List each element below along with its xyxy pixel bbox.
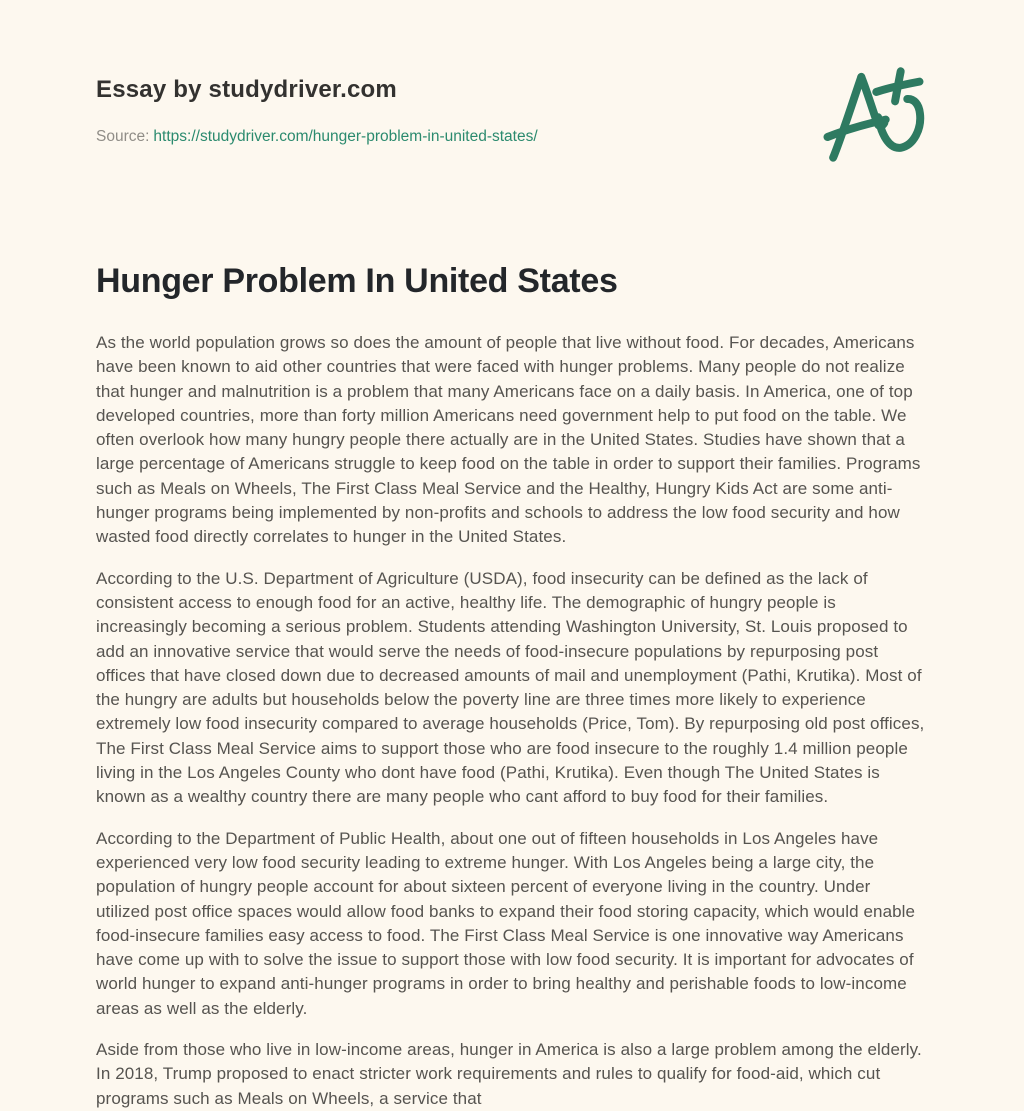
essay-paragraph: Aside from those who live in low-income areas, hunger in America is also a large problem among the elderly. In 2018, Trump proposed to enact stricter work requirements and rules to qualify for food-aid, which cut programs such as Meals on Wheels, a service that — [96, 1040, 922, 1108]
essay-title: Hunger Problem In United States — [96, 262, 618, 300]
essay-paragraph: According to the Department of Public Health, about one out of fifteen households in Los Angeles have experienced very low food security leading to extreme hunger. With Los Angeles being a large city, the population of hungry people account for about sixteen percent of everyone living in the country. Under utilized post office spaces would allow food banks to expand their food storing capacity, which would enable food-insecure families easy access to food. The First Class Meal Service is one innovative way Americans have come up with to solve the issue to support those with low food security. It is important for advocates of world hunger to expand anti-hunger programs in order to bring healthy and perishable foods to low-income areas as well as the elderly. — [96, 828, 916, 1018]
essay-paragraph: According to the U.S. Department of Agriculture (USDA), food insecurity can be defined as the lack of consistent access to enough food for an active, healthy life. The demographic of hungry people is increasingly becoming a serious problem. Students attending Washington University, St. Louis proposed to add an innovative service that would serve the needs of food-insecure populations by repurposing post offices that have closed down due to decreased amounts of mail and unemployment (Pathi, Krutika). Most of the hungry are adults but households below the poverty line are three times more likely to experience extremely low food insecurity compared to average households (Price, Tom). By repurposing old post offices, The First Class Meal Service aims to support those who are food insecure to the roughly 1.4 million people living in the Los Angeles County who dont have food (Pathi, Krutika). Even though The United States is known as a wealthy country there are many people who cant afford to buy food for their families. — [96, 568, 925, 807]
essay-body — [96, 331, 928, 1111]
essay-paragraph: As the world population grows so does the amount of people that live without food. For decades, Americans have been known to aid other countries that were faced with hunger problems. Many people do not realize that hunger and malnutrition is a problem that many Americans face on a daily basis. In America, one of top developed countries, more than forty million Americans need government help to put food on the table. We often overlook how many hungry people there actually are in the United States. Studies have shown that a large percentage of Americans struggle to keep food on the table in order to support their families. Programs such as Meals on Wheels, The First Class Meal Service and the Healthy, Hungry Kids Act are some anti-hunger programs being implemented by non-profits and schools to address the low food security and how wasted food directly correlates to hunger in the United States. — [96, 333, 921, 547]
source-url-link[interactable]: https://studydriver.com/hunger-problem-in-united-states/ — [153, 128, 538, 145]
essay-byline: Essay by studydriver.com — [96, 76, 397, 103]
source-line — [96, 128, 928, 146]
source-label: Source: — [96, 128, 150, 145]
studydriver-a-plus-logo-icon — [820, 64, 942, 164]
